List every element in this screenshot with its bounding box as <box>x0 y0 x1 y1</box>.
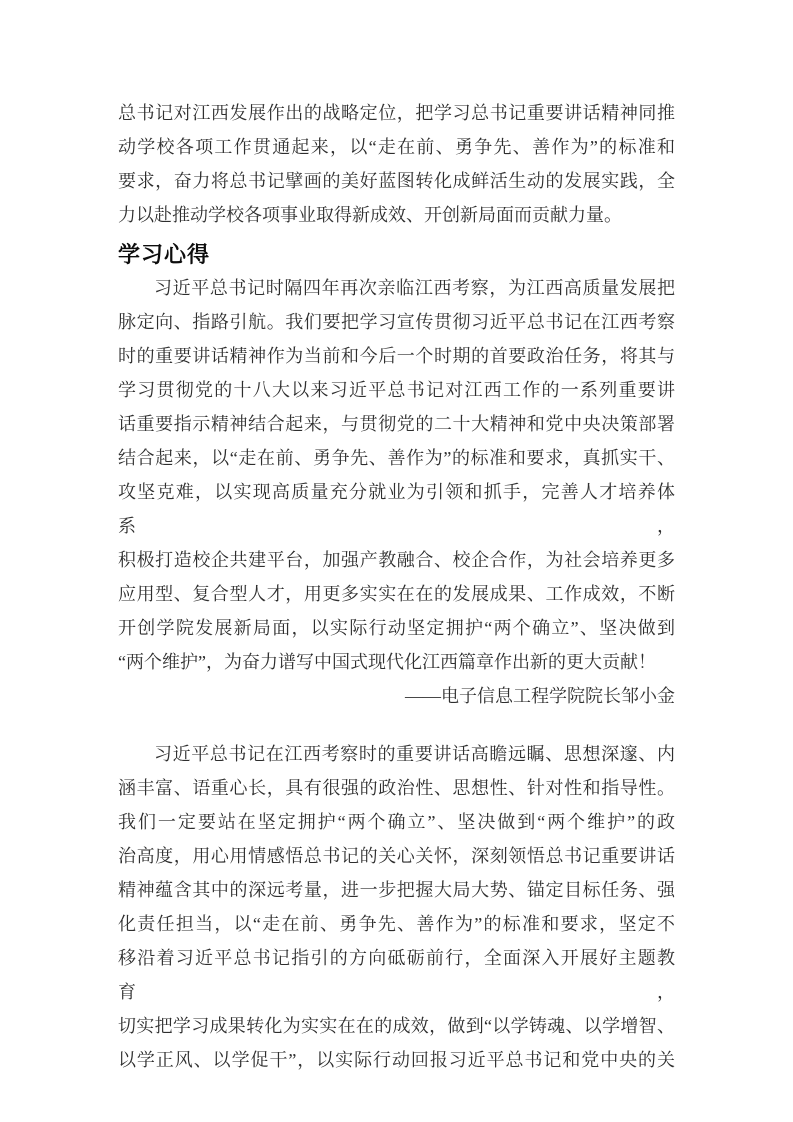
text-line: 总书记对江西发展作出的战略定位，把学习总书记重要讲话精神同推 <box>118 103 675 123</box>
text-line: 习近平总书记时隔四年再次亲临江西考察，为江西高质量发展把 <box>154 278 675 298</box>
text-line: 力以赴推动学校各项事业取得新成效、开创新局面而贡献力量。 <box>118 205 622 225</box>
section-heading: 学习心得 <box>118 243 211 268</box>
text-line: 要求，奋力将总书记擘画的美好蓝图转化成鲜活生动的发展实践，全 <box>118 171 675 191</box>
text-line: 话重要指示精神结合起来，与贯彻党的二十大精神和党中央决策部署 <box>118 414 675 434</box>
text-line: 时的重要讲话精神作为当前和今后一个时期的首要政治任务，将其与 <box>118 346 675 366</box>
text-line: 攻坚克难，以实现高质量充分就业为引领和抓手，完善人才培养体系， <box>118 482 675 536</box>
attribution-line: ——电子信息工程学院院长邹小金 <box>405 686 675 706</box>
text-line: 结合起来，以“走在前、勇争先、善作为”的标准和要求，真抓实干、 <box>118 448 675 468</box>
reflection-paragraph-2 <box>118 737 675 1077</box>
text-line: 应用型、复合型人才，用更多实实在在的发展成果、工作成效，不断 <box>118 584 675 604</box>
text-line: “两个维护”，为奋力谱写中国式现代化江西篇章作出新的更大贡献！ <box>118 652 656 672</box>
continued-paragraph <box>118 96 675 232</box>
text-line: 治高度，用心用情感悟总书记的关心关怀，深刻领悟总书记重要讲话 <box>118 846 675 866</box>
text-line: 动学校各项工作贯通起来，以“走在前、勇争先、善作为”的标准和 <box>118 137 675 157</box>
text-line: 脉定向、指路引航。我们要把学习宣传贯彻习近平总书记在江西考察 <box>118 312 675 332</box>
text-line: 涵丰富、语重心长，具有很强的政治性、思想性、针对性和指导性。 <box>118 778 675 798</box>
text-line: 精神蕴含其中的深远考量，进一步把握大局大势、锚定目标任务、强 <box>118 880 675 900</box>
text-line: 我们一定要站在坚定拥护“两个确立”、坚决做到“两个维护”的政 <box>118 812 675 832</box>
text-line: 移沿着习近平总书记指引的方向砥砺前行，全面深入开展好主题教育， <box>118 948 675 1002</box>
reflection-paragraph-1 <box>118 271 675 679</box>
text-line: 习近平总书记在江西考察时的重要讲话高瞻远瞩、思想深邃、内 <box>154 744 675 764</box>
text-line: 以学正风、以学促干”，以实际行动回报习近平总书记和党中央的关 <box>118 1050 675 1070</box>
text-line: 开创学院发展新局面，以实际行动坚定拥护“两个确立”、坚决做到 <box>118 618 675 638</box>
text-line: 切实把学习成果转化为实实在在的成效，做到“以学铸魂、以学增智、 <box>118 1016 675 1036</box>
text-line: 化责任担当，以“走在前、勇争先、善作为”的标准和要求，坚定不 <box>118 914 675 934</box>
text-line: 学习贯彻党的十八大以来习近平总书记对江西工作的一系列重要讲 <box>118 380 675 400</box>
text-line: 积极打造校企共建平台，加强产教融合、校企合作，为社会培养更多 <box>118 550 675 570</box>
document-content <box>118 96 675 1077</box>
